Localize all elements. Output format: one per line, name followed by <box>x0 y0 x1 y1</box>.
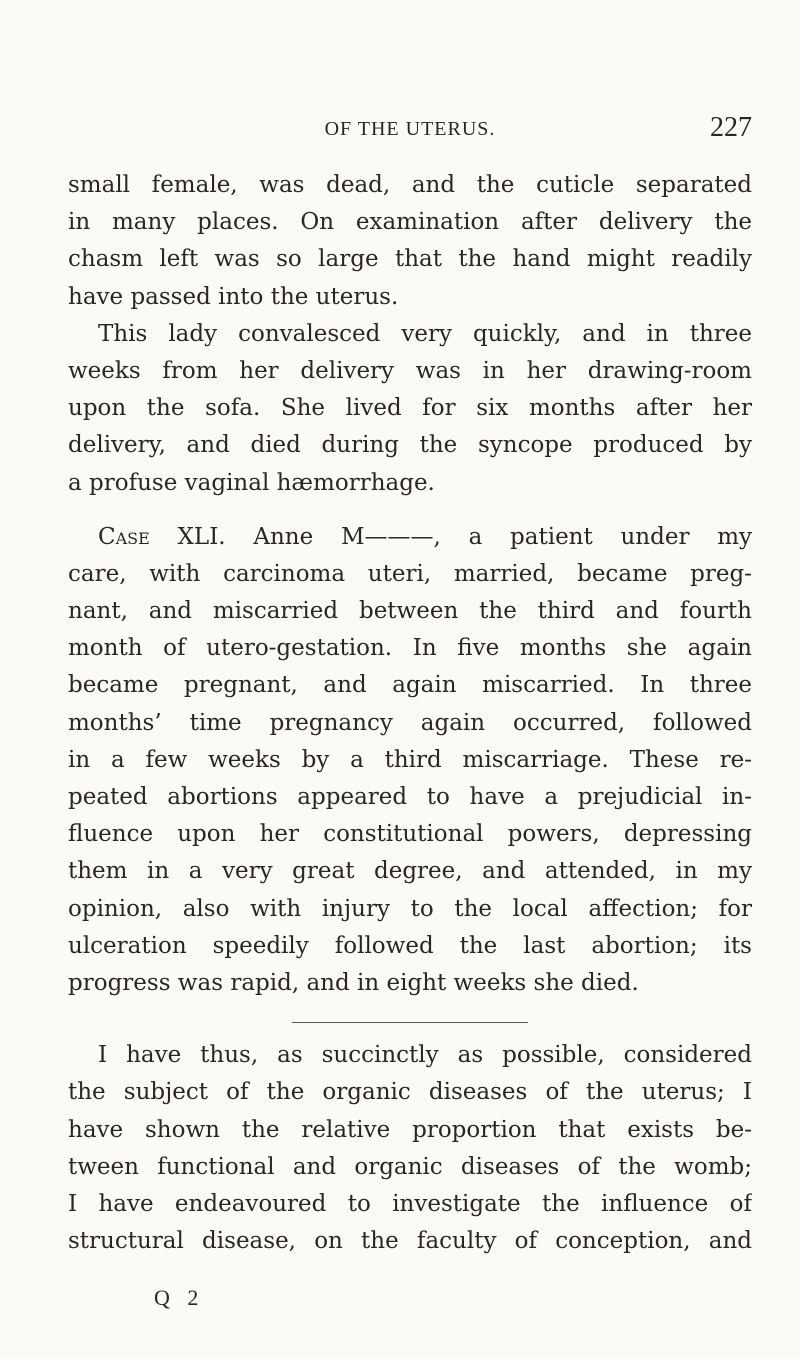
text-line: fluence upon her constitutional powers, depressing <box>68 821 752 848</box>
paragraph-1 <box>68 167 752 316</box>
text-line: I have endeavoured to investigate the influence of <box>68 1190 752 1217</box>
text-line: care, with carcinoma uteri, married, became preg- <box>68 560 752 587</box>
paragraph-3 <box>68 519 752 1002</box>
text-line <box>68 519 752 556</box>
text-line: have passed into the uterus. <box>68 283 399 310</box>
text-line: progress was rapid, and in eight weeks she died. <box>68 969 639 996</box>
case-label: Case XLI. <box>98 523 226 550</box>
text-line: them in a very great degree, and attended, in my <box>68 858 752 885</box>
text-line: months’ time pregnancy again occurred, followed <box>68 709 752 736</box>
text-line: ulceration speedily followed the last abortion; its <box>68 932 752 959</box>
running-head <box>68 112 752 142</box>
text-line: upon the sofa. She lived for six months after her <box>68 395 752 422</box>
text-line: have shown the relative proportion that exists be- <box>68 1116 752 1143</box>
text-line: a profuse vaginal hæmorrhage. <box>68 469 435 496</box>
text-line: in many places. On examination after delivery the <box>68 209 752 236</box>
text-line: I have thus, as succinctly as possible, considered <box>98 1042 752 1069</box>
paragraph-2 <box>68 316 752 502</box>
text-line: in a few weeks by a third miscarriage. These re- <box>68 746 752 773</box>
paragraph-4 <box>68 1037 752 1260</box>
case-intro: Anne M———, a patient under my <box>253 523 752 550</box>
signature-mark <box>68 1285 752 1311</box>
paragraph-gap <box>68 502 752 519</box>
text-line: opinion, also with injury to the local affection; for <box>68 895 752 922</box>
running-title: OF THE UTERUS. <box>324 118 496 140</box>
body-text <box>68 167 752 1260</box>
section-divider <box>292 1022 528 1023</box>
text-line: This lady convalesced very quickly, and in three <box>98 320 752 347</box>
text-line: the subject of the organic diseases of the uterus; I <box>68 1079 752 1106</box>
page-number: 227 <box>710 112 752 143</box>
text-line: structural disease, on the faculty of conception, and <box>68 1228 752 1255</box>
text-line: peated abortions appeared to have a prejudicial in- <box>68 784 752 810</box>
signature-text: Q 2 <box>154 1285 205 1310</box>
text-line: became pregnant, and again miscarried. In three <box>68 672 752 699</box>
text-line: delivery, and died during the syncope produced by <box>68 432 752 459</box>
text-line: weeks from her delivery was in her drawing-room <box>68 357 752 384</box>
text-line: tween functional and organic diseases of the womb; <box>68 1153 752 1180</box>
text-line: month of utero-gestation. In five months she again <box>68 635 752 662</box>
text-line: small female, was dead, and the cuticle separated <box>68 172 752 198</box>
text-line: chasm left was so large that the hand might readily <box>68 246 752 273</box>
text-line: nant, and miscarried between the third and fourth <box>68 598 752 625</box>
